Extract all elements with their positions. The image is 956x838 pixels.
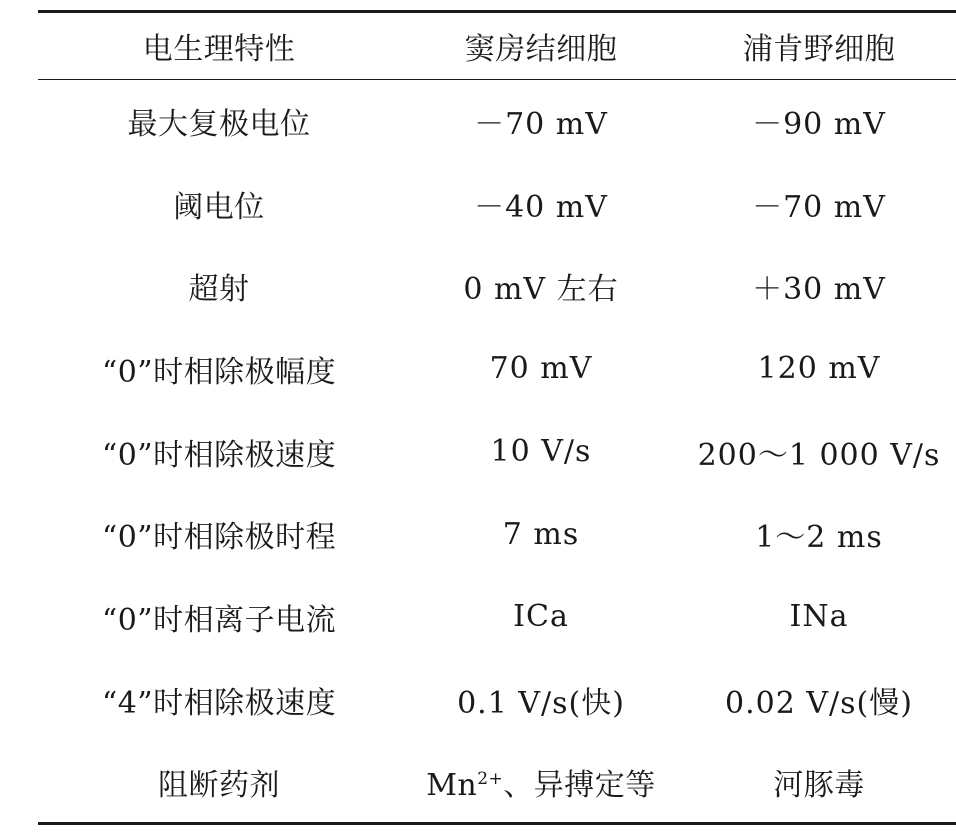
cell-property: “0”时相离子电流 <box>101 602 337 638</box>
comparison-table-container <box>38 10 956 825</box>
cell-purkinje: INa <box>789 599 849 635</box>
cell-sinoatrial: ICa <box>513 599 569 635</box>
drug-list-rest: 、异搏定等 <box>503 767 656 803</box>
cell-property: 最大复极电位 <box>127 107 311 143</box>
header-sinoatrial-cell: 窦房结细胞 <box>464 32 618 67</box>
cell-sinoatrial: 7 ms <box>502 516 580 552</box>
table-row <box>38 245 956 328</box>
header-row <box>38 12 956 80</box>
electrophysiology-comparison-table <box>38 10 956 825</box>
table-row <box>38 576 956 659</box>
table-row <box>38 741 956 824</box>
cell-sinoatrial: －70 mV <box>474 107 608 143</box>
cell-purkinje: －70 mV <box>752 189 886 225</box>
cell-property: 阈电位 <box>173 189 265 225</box>
cell-sinoatrial: 0.1 V/s(快) <box>457 685 625 721</box>
cell-sinoatrial <box>400 741 682 824</box>
cell-property: 超射 <box>188 272 250 308</box>
table-row <box>38 80 956 163</box>
cell-property: “0”时相除极速度 <box>101 437 337 473</box>
table-row <box>38 162 956 245</box>
cell-purkinje: 0.02 V/s(慢) <box>725 685 913 721</box>
cell-sinoatrial: 70 mV <box>489 351 593 387</box>
cell-sinoatrial: 0 mV 左右 <box>463 272 619 308</box>
cell-property: “0”时相除极幅度 <box>101 354 337 390</box>
cell-purkinje: ＋30 mV <box>752 272 886 308</box>
table-row <box>38 410 956 493</box>
table-row <box>38 658 956 741</box>
table-header <box>38 12 956 80</box>
cell-sinoatrial: －40 mV <box>474 189 608 225</box>
cell-purkinje: 河豚毒 <box>773 767 865 803</box>
cell-property: 阻断药剂 <box>158 767 280 803</box>
header-purkinje-cell: 浦肯野细胞 <box>742 32 896 67</box>
cell-purkinje: －90 mV <box>752 107 886 143</box>
cell-purkinje: 1～2 ms <box>755 520 883 556</box>
ion-symbol: Mn <box>426 767 478 803</box>
table-body <box>38 80 956 824</box>
table-row <box>38 328 956 411</box>
table-row <box>38 493 956 576</box>
cell-purkinje: 120 mV <box>757 351 881 387</box>
cell-property: “4”时相除极速度 <box>101 685 337 721</box>
cell-sinoatrial: 10 V/s <box>490 434 592 470</box>
ion-charge-superscript: 2+ <box>477 768 504 789</box>
cell-purkinje: 200～1 000 V/s <box>697 437 941 473</box>
cell-property: “0”时相除极时程 <box>101 520 337 556</box>
header-property: 电生理特性 <box>142 32 296 67</box>
